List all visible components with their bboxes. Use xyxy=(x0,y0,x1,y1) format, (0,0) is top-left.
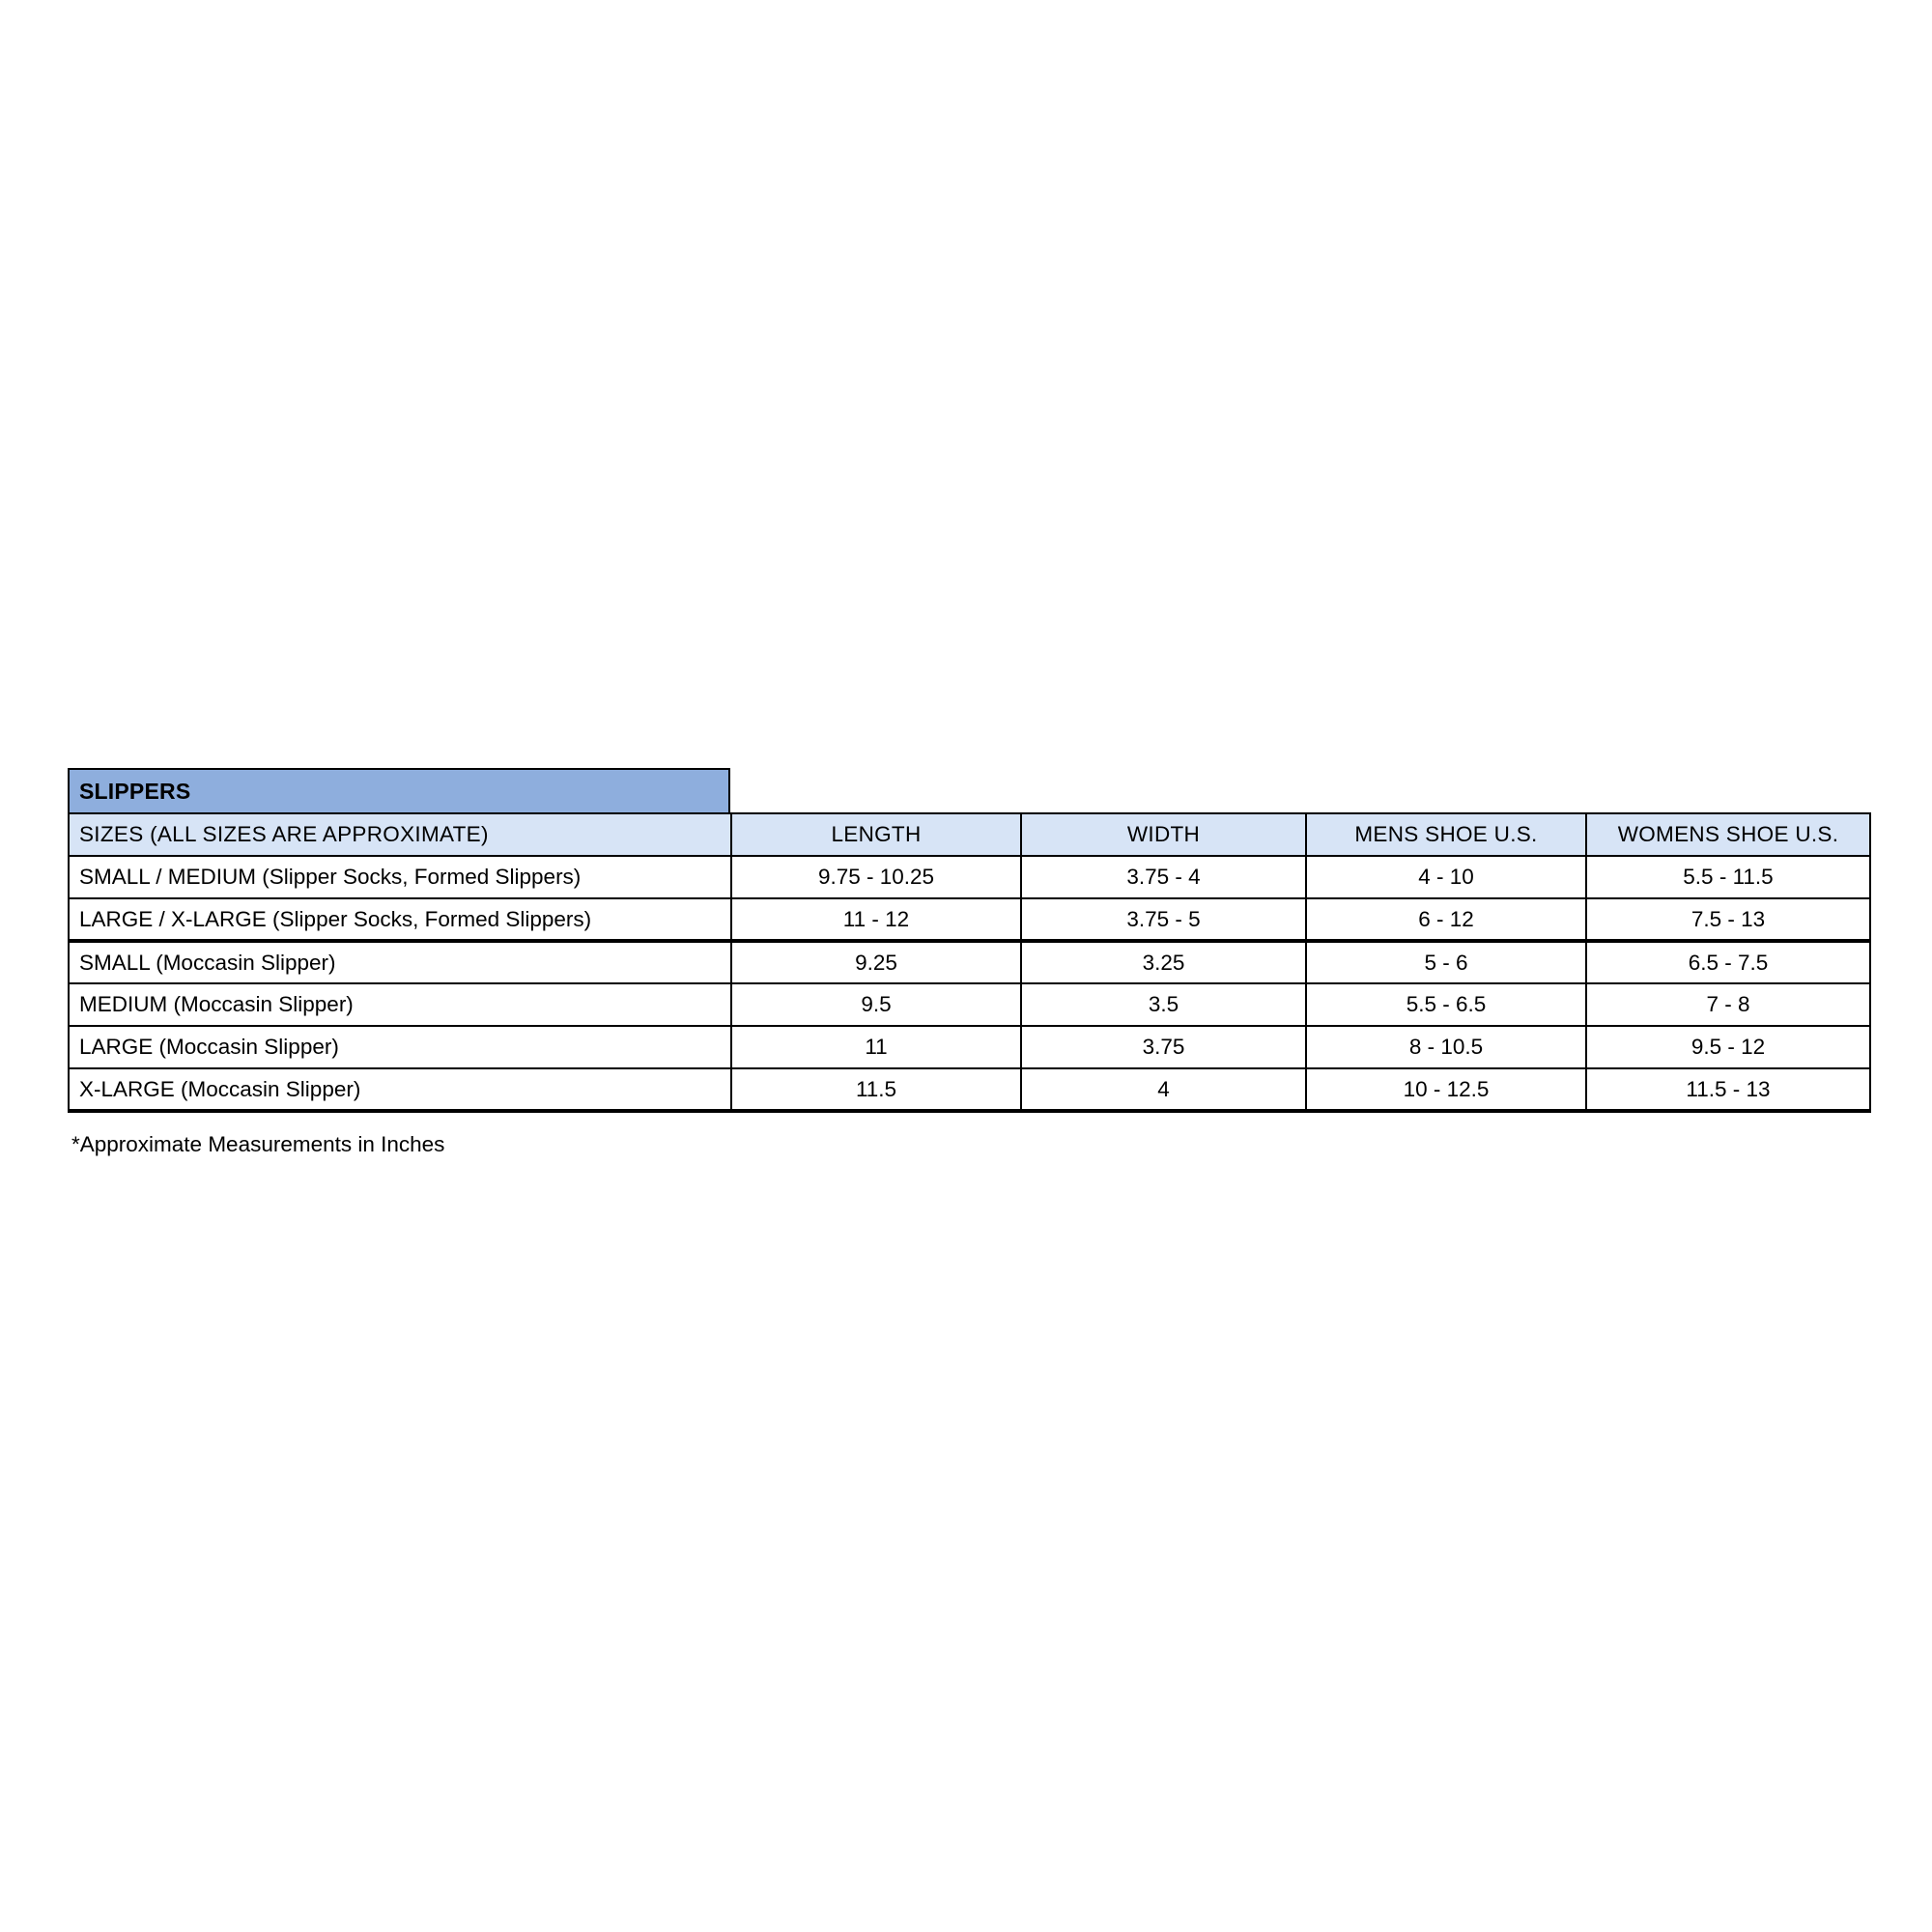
table-row xyxy=(69,1026,1870,1068)
cell-length: 9.75 - 10.25 xyxy=(731,856,1021,898)
cell-mens: 6 - 12 xyxy=(1306,898,1586,941)
cell-size: SMALL / MEDIUM (Slipper Socks, Formed Slippers) xyxy=(69,856,731,898)
cell-length: 9.5 xyxy=(731,983,1021,1026)
cell-size: LARGE / X-LARGE (Slipper Socks, Formed Slippers) xyxy=(69,898,731,941)
table-row xyxy=(69,856,1870,898)
cell-width: 3.25 xyxy=(1021,941,1306,983)
column-header-womens-shoe: WOMENS SHOE U.S. xyxy=(1586,813,1870,856)
cell-womens: 7 - 8 xyxy=(1586,983,1870,1026)
cell-mens: 4 - 10 xyxy=(1306,856,1586,898)
table-row xyxy=(69,941,1870,983)
footnote: *Approximate Measurements in Inches xyxy=(71,1132,445,1156)
cell-length: 11 - 12 xyxy=(731,898,1021,941)
table-row xyxy=(69,898,1870,941)
cell-width: 4 xyxy=(1021,1068,1306,1111)
column-header-sizes: SIZES (ALL SIZES ARE APPROXIMATE) xyxy=(69,813,731,856)
cell-width: 3.75 - 5 xyxy=(1021,898,1306,941)
column-header-width: WIDTH xyxy=(1021,813,1306,856)
cell-size: X-LARGE (Moccasin Slipper) xyxy=(69,1068,731,1111)
table-row xyxy=(69,983,1870,1026)
size-chart xyxy=(68,768,1869,1157)
cell-length: 11 xyxy=(731,1026,1021,1068)
cell-mens: 10 - 12.5 xyxy=(1306,1068,1586,1111)
column-header-mens-shoe: MENS SHOE U.S. xyxy=(1306,813,1586,856)
column-header-length: LENGTH xyxy=(731,813,1021,856)
cell-size: SMALL (Moccasin Slipper) xyxy=(69,941,731,983)
cell-length: 9.25 xyxy=(731,941,1021,983)
page-title: SLIPPERS xyxy=(79,778,191,804)
cell-size: MEDIUM (Moccasin Slipper) xyxy=(69,983,731,1026)
cell-womens: 9.5 - 12 xyxy=(1586,1026,1870,1068)
cell-mens: 8 - 10.5 xyxy=(1306,1026,1586,1068)
table-header-row xyxy=(69,813,1870,856)
cell-width: 3.75 - 4 xyxy=(1021,856,1306,898)
cell-length: 11.5 xyxy=(731,1068,1021,1111)
chart-title-bar xyxy=(68,768,730,812)
cell-mens: 5 - 6 xyxy=(1306,941,1586,983)
cell-width: 3.5 xyxy=(1021,983,1306,1026)
cell-width: 3.75 xyxy=(1021,1026,1306,1068)
cell-mens: 5.5 - 6.5 xyxy=(1306,983,1586,1026)
cell-womens: 5.5 - 11.5 xyxy=(1586,856,1870,898)
cell-womens: 6.5 - 7.5 xyxy=(1586,941,1870,983)
cell-womens: 7.5 - 13 xyxy=(1586,898,1870,941)
cell-womens: 11.5 - 13 xyxy=(1586,1068,1870,1111)
cell-size: LARGE (Moccasin Slipper) xyxy=(69,1026,731,1068)
table-row xyxy=(69,1068,1870,1111)
slipper-size-table xyxy=(68,812,1871,1113)
